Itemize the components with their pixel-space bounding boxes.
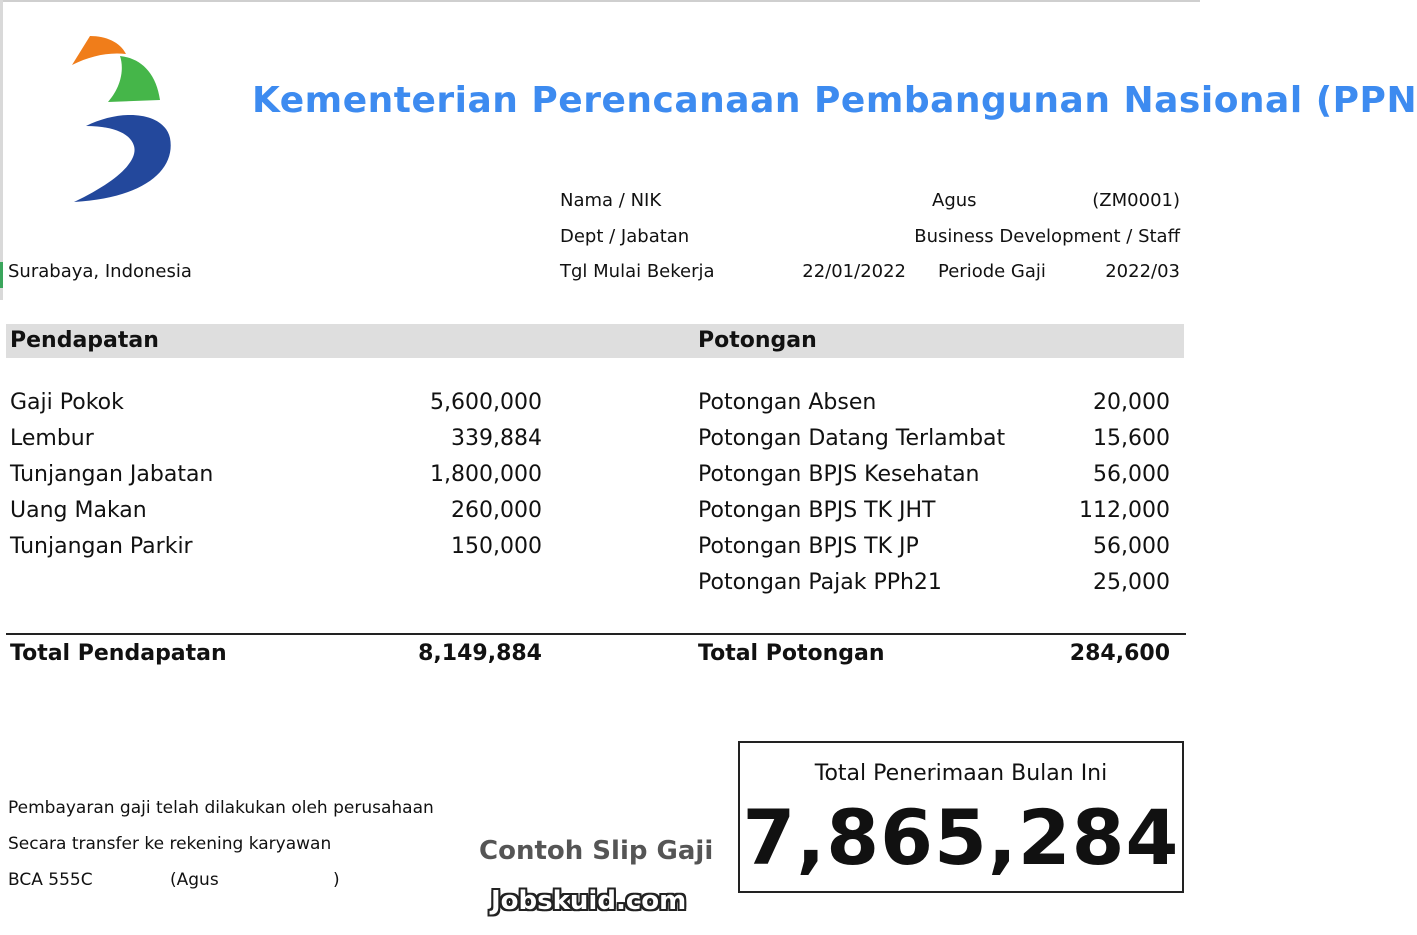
deduction-value-bpjs-jp: 56,000: [1093, 534, 1170, 559]
logo-green-segment: [108, 56, 160, 102]
earning-label-overtime: Lembur: [10, 426, 94, 451]
earning-value-basic-salary: 5,600,000: [430, 390, 542, 415]
payment-note-line2: Secara transfer ke rekening karyawan: [8, 834, 332, 854]
net-pay-label: Total Penerimaan Bulan Ini: [814, 761, 1108, 786]
watermark-site: Jobskuid.com: [491, 886, 687, 916]
sheet-top-border: [0, 0, 1200, 2]
totals-separator: [6, 633, 1186, 635]
section-header-band: [6, 324, 1184, 358]
earning-value-position-allowance: 1,800,000: [430, 462, 542, 487]
cell-selection-marker: [0, 262, 3, 288]
period-value: 2022/03: [1105, 261, 1180, 282]
employee-name: Agus: [932, 190, 977, 211]
deduction-value-bpjs-jht: 112,000: [1079, 498, 1170, 523]
deduction-value-absence: 20,000: [1093, 390, 1170, 415]
net-pay-value: 7,865,284: [742, 793, 1180, 882]
watermark-title: Contoh Slip Gaji: [479, 836, 714, 866]
name-label: Nama / NIK: [560, 190, 662, 211]
total-earnings-value: 8,149,884: [418, 641, 542, 666]
deduction-value-bpjs-health: 56,000: [1093, 462, 1170, 487]
sheet-left-border: [0, 0, 3, 300]
employee-dept: Business Development / Staff: [914, 226, 1180, 247]
earning-label-basic-salary: Gaji Pokok: [10, 390, 124, 415]
earning-value-meal-allowance: 260,000: [451, 498, 542, 523]
logo-blue-segment: [74, 115, 171, 202]
employee-nik: (ZM0001): [1092, 190, 1180, 211]
deduction-label-bpjs-jht: Potongan BPJS TK JHT: [698, 498, 936, 523]
period-label: Periode Gaji: [938, 261, 1046, 282]
earnings-heading: Pendapatan: [10, 328, 159, 353]
dept-label: Dept / Jabatan: [560, 226, 690, 247]
start-date-label: Tgl Mulai Bekerja: [560, 261, 715, 282]
total-deductions-label: Total Potongan: [698, 641, 885, 666]
location-text: Surabaya, Indonesia: [8, 261, 192, 282]
earning-value-parking-allowance: 150,000: [451, 534, 542, 559]
earning-label-parking-allowance: Tunjangan Parkir: [10, 534, 193, 559]
logo-orange-segment: [72, 36, 126, 65]
earning-label-meal-allowance: Uang Makan: [10, 498, 147, 523]
deduction-value-tax: 25,000: [1093, 570, 1170, 595]
deduction-value-late: 15,600: [1093, 426, 1170, 451]
ministry-title: Kementerian Perencanaan Pembangunan Nasional (PPN: [252, 80, 1417, 121]
deductions-heading: Potongan: [698, 328, 817, 353]
earning-label-position-allowance: Tunjangan Jabatan: [10, 462, 214, 487]
deduction-label-bpjs-health: Potongan BPJS Kesehatan: [698, 462, 980, 487]
earning-value-overtime: 339,884: [451, 426, 542, 451]
bappenas-logo-icon: [64, 30, 174, 205]
account-holder: (Agus: [170, 870, 219, 890]
total-earnings-label: Total Pendapatan: [10, 641, 227, 666]
deduction-label-tax: Potongan Pajak PPh21: [698, 570, 942, 595]
deduction-label-absence: Potongan Absen: [698, 390, 877, 415]
account-holder-close: ): [333, 870, 340, 890]
start-date-value: 22/01/2022: [802, 261, 906, 282]
payment-note-line1: Pembayaran gaji telah dilakukan oleh perusahaan: [8, 798, 434, 818]
deduction-label-bpjs-jp: Potongan BPJS TK JP: [698, 534, 919, 559]
total-deductions-value: 284,600: [1069, 641, 1170, 666]
deduction-label-late: Potongan Datang Terlambat: [698, 426, 1006, 451]
bank-account: BCA 555C: [8, 870, 93, 890]
net-pay-box: [738, 741, 1184, 893]
